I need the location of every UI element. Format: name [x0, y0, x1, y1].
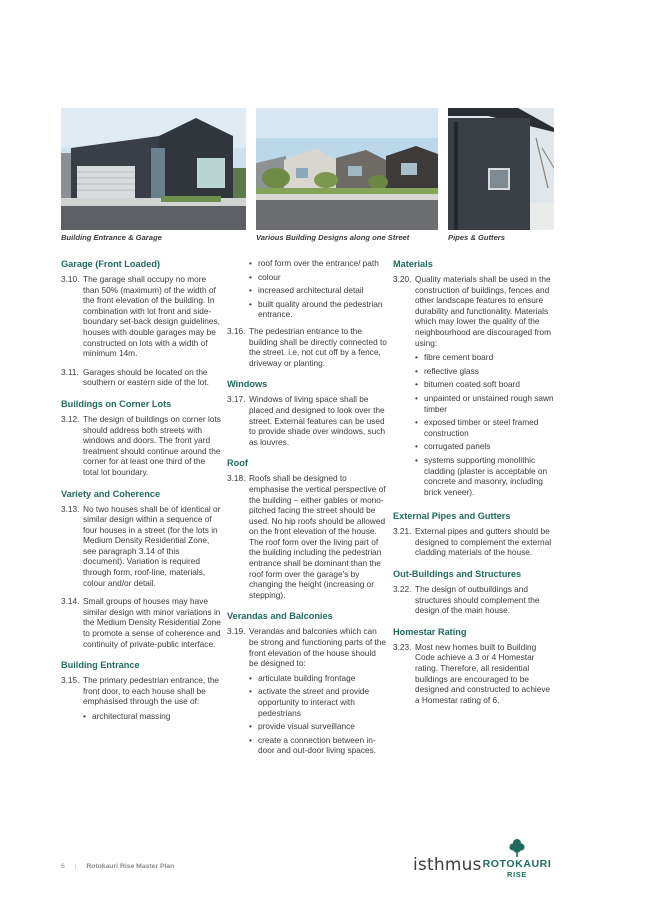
bullet-item: • colour	[249, 272, 387, 283]
clause-text: Garages should be located on the southern or eastern side of the lot.	[83, 366, 209, 388]
clause-text	[249, 626, 387, 759]
bullet-item: • corrugated panels	[415, 441, 555, 452]
logo-wordmark: ROTOKAURI	[482, 858, 552, 870]
clause	[227, 394, 387, 447]
clause	[393, 642, 555, 706]
clause-text: The garage shall occupy no more than 50% (maximum) of the width of the front elevation of the building. In combination with lot front and side-boundary set-back design guidelines, houses with double garages may be constructed on lots with a width of minimum 14m.	[83, 274, 220, 359]
clause	[61, 596, 221, 649]
clause	[227, 626, 387, 759]
bullet-list	[249, 258, 387, 320]
page-footer	[61, 863, 174, 870]
clause-text: External pipes and gutters should be designed to complement the external cladding materials of the house.	[415, 526, 552, 558]
section-heading: Roof	[227, 458, 248, 469]
clause-text: Most new homes built to Building Code achieve a 3 or 4 Homestar rating. Therefore, all residential buildings are encouraged to be designed and constructed to achieve a Homestar rating of 6.	[415, 641, 551, 705]
bullet-item: • exposed timber or steel framed construction	[415, 417, 555, 438]
clause-number: 3.15.	[61, 675, 80, 686]
clause-number: 3.17.	[227, 394, 246, 405]
clause-text: Roofs shall be designed to emphasise the vertical perspective of the building – either gables or mono-pitched facing the street should be used. No hip roofs should be allowed on the front elevation of the house. The roof form over the living part of the building including the pedestrian entrance shall be dominant than the roof form over the garage's by changing the height (increasing or stepping).	[249, 473, 386, 600]
clause-number: 3.13.	[61, 503, 80, 514]
continued-bullets	[227, 258, 387, 320]
clause	[393, 274, 555, 500]
clause-text: Windows of living space shall be placed and designed to look over the street. External features can be used to provide shade over windows, such as louvres.	[249, 394, 386, 447]
clause-number: 3.12.	[61, 413, 80, 424]
section-heading: Homestar Rating	[393, 626, 467, 637]
section-heading: Windows	[227, 379, 268, 390]
bullet-item: • roof form over the entrance/ path	[249, 258, 387, 269]
section-heading: Building Entrance	[61, 660, 140, 671]
clause-text: The design of buildings on corner lots should address both streets with windows and doors. The front yard treatment should continue around the corner for at least one third of the total lot boundary.	[83, 413, 221, 477]
clause-body: Verandas and balconies which can be strong and functioning parts of the front elevation of the house should be designed to:	[249, 626, 386, 669]
clause-text: Small groups of houses may have similar design with minor variations in the Medium Density Residential Zone to promote a sense of coherence and continuity of private-public interface.	[83, 596, 221, 649]
footer-separator: |	[74, 863, 77, 870]
bullet-list	[249, 673, 387, 756]
clause-body: The primary pedestrian entrance, the front door, to each house shall be emphasised through the use of:	[83, 675, 220, 707]
photo-caption: Various Building Designs along one Street	[256, 233, 410, 242]
clause	[393, 526, 555, 558]
section-heading: Verandas and Balconies	[227, 611, 333, 622]
bullet-item: • bitumen coated soft board	[415, 379, 555, 390]
bullet-item: • fibre cement board	[415, 352, 555, 363]
bullet-item: • create a connection between in-door and out-door living spaces.	[249, 735, 387, 756]
clause	[61, 367, 221, 388]
document-title: Rotokauri Rise Master Plan	[86, 863, 175, 870]
column-right	[393, 258, 555, 715]
photo-building-entrance	[61, 108, 246, 230]
clause-number: 3.16.	[227, 325, 246, 336]
page-number: 6	[61, 863, 65, 870]
clause-number: 3.22.	[393, 584, 412, 595]
section-heading: Variety and Coherence	[61, 488, 161, 499]
bullet-item: • activate the street and provide opportunity to interact with pedestrians	[249, 686, 387, 718]
clause-number: 3.11.	[61, 366, 79, 377]
rotokauri-rise-logo	[479, 838, 555, 879]
isthmus-logo: isthmus	[413, 855, 482, 875]
bullet-item: • built quality around the pedestrian entrance.	[249, 299, 387, 320]
bullet-item: • architectural massing	[83, 711, 221, 722]
clause-text	[83, 675, 221, 724]
logo-subtitle: RISE	[507, 870, 527, 879]
photo-caption: Pipes & Gutters	[448, 233, 505, 242]
bullet-item: • unpainted or unstained rough sawn timber	[415, 393, 555, 414]
bullet-list	[83, 711, 221, 722]
clause-number: 3.21.	[393, 526, 412, 537]
clause-body: Quality materials shall be used in the construction of buildings, fences and other landscape features to ensure durability and functionality. Materials which may lower the quality of the neighbourhood are discouraged from using:	[415, 274, 552, 348]
section-heading: Out-Buildings and Structures	[393, 569, 522, 580]
clause-text: The pedestrian entrance to the building shall be directly connected to the street. i.e, not cut off by a fence, driveway or planting.	[249, 325, 387, 368]
section-heading: External Pipes and Gutters	[393, 511, 511, 522]
clause-number: 3.18.	[227, 473, 246, 484]
bullet-item: • reflective glass	[415, 366, 555, 377]
clause-number: 3.23.	[393, 641, 412, 652]
clause-number: 3.20.	[393, 274, 412, 284]
clause-number: 3.10.	[61, 274, 80, 284]
clause	[61, 675, 221, 724]
bullet-list	[415, 352, 555, 497]
clause-number: 3.14.	[61, 596, 80, 607]
column-left	[61, 258, 221, 735]
photo-caption: Building Entrance & Garage	[61, 233, 162, 242]
clause-text: No two houses shall be of identical or similar design within a sequence of four houses in a street (for the lots in Medium Density Residential Zone, see paragraph 3.14 of this document). Variation is required through form, roof-line, materials, colour and/or detail.	[83, 503, 221, 588]
clause	[227, 326, 387, 368]
clause-text	[415, 274, 555, 500]
photo-street-designs	[256, 108, 438, 230]
tree-icon	[508, 838, 526, 858]
column-middle	[227, 258, 387, 769]
clause	[227, 473, 387, 600]
clause	[61, 504, 221, 589]
section-heading: Buildings on Corner Lots	[61, 398, 172, 409]
bullet-item: • increased architectural detail	[249, 285, 387, 296]
clause-number: 3.19.	[227, 626, 246, 637]
clause	[61, 414, 221, 478]
clause	[393, 584, 555, 616]
section-heading: Garage (Front Loaded)	[61, 259, 161, 269]
bullet-item: • provide visual surveillance	[249, 721, 387, 732]
clause	[61, 274, 221, 359]
photo-pipes-gutters	[448, 108, 554, 230]
bullet-item: • articulate building frontage	[249, 673, 387, 684]
clause-text: The design of outbuildings and structures should complement the design of the main house.	[415, 584, 540, 616]
bullet-item: • systems supporting monolithic cladding (plaster is acceptable on concrete and masonry, including brick veneer).	[415, 455, 555, 497]
section-heading: Materials	[393, 259, 433, 269]
